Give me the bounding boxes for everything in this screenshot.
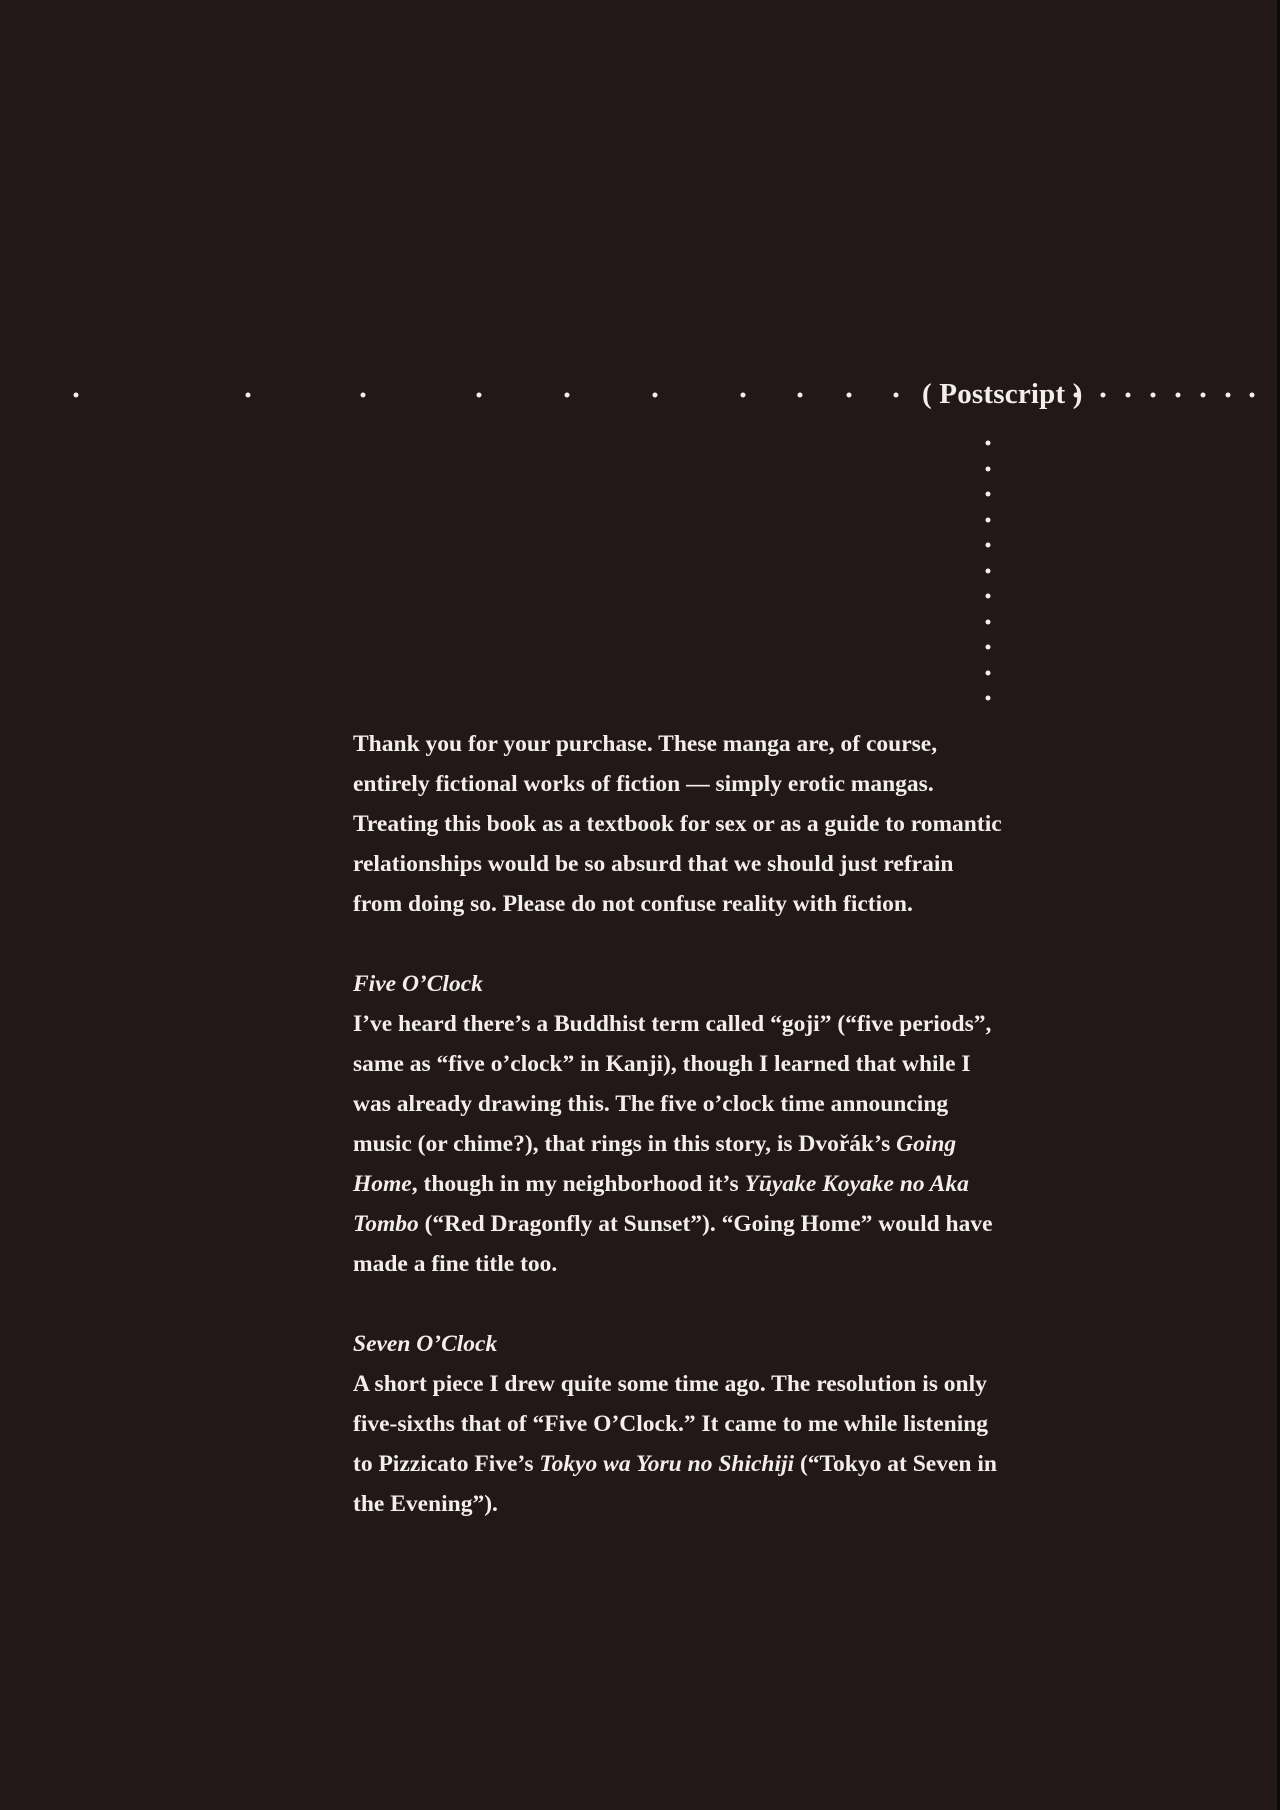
dot: [986, 645, 991, 650]
dot: [653, 393, 658, 398]
dot: [565, 393, 570, 398]
dot: [1201, 393, 1206, 398]
dot: [361, 393, 366, 398]
seven-oclock-title: Seven O’Clock: [353, 1331, 498, 1357]
dot: [986, 492, 991, 497]
dot: [986, 619, 991, 624]
dot: [894, 393, 899, 398]
dot: [986, 466, 991, 471]
dot: [477, 393, 482, 398]
dot: [1126, 393, 1131, 398]
dot: [986, 441, 991, 446]
dot: [1151, 393, 1156, 398]
dot: [1176, 393, 1181, 398]
dot: [986, 568, 991, 573]
intro-paragraph: Thank you for your purchase. These manga are, of course, entirely fictional works of fiction — simply erotic mangas. Treating this book as a textbook for sex or as a guide to romantic relationships would be so absurd that we should just refrain from doing so. Please do not confuse reality with fiction.: [353, 731, 1002, 917]
dot: [986, 517, 991, 522]
dot: [1101, 393, 1106, 398]
postscript-body: [353, 724, 1003, 1524]
song-title-red-dragonfly: Yūyake Koyake no Aka Tombo: [353, 1171, 969, 1237]
dot: [74, 393, 79, 398]
dot: [847, 393, 852, 398]
dot: [986, 594, 991, 599]
seven-oclock-paragraph: A short piece I drew quite some time ago. The resolution is only five-sixths that of “Five O’Clock.” It came to me while listening to Pizzicato Five’s Tokyo wa Yoru no Shichiji (“Tokyo at Seven in the Evening”).: [353, 1371, 997, 1517]
dot: [986, 670, 991, 675]
five-oclock-paragraph: I’ve heard there’s a Buddhist term called “goji” (“five periods”, same as “five o’clock” in Kanji), though I learned that while I was already drawing this. The five o’clock time announcing music (or chime?), that rings in this story, is Dvořák’s Going Home, though in my neighborhood it’s Yūyake Koyake no Aka Tombo (“Red Dragonfly at Sunset”). “Going Home” would have made a fine title too.: [353, 1011, 993, 1277]
postscript-heading: ( Postscript ): [922, 378, 1083, 410]
dot: [246, 393, 251, 398]
dot: [1250, 393, 1255, 398]
song-title-tokyo-seven: Tokyo wa Yoru no Shichiji: [539, 1451, 795, 1477]
song-title-going-home: Going Home: [353, 1131, 957, 1197]
dot: [798, 393, 803, 398]
dot: [741, 393, 746, 398]
five-oclock-title: Five O’Clock: [353, 971, 483, 997]
dot: [986, 543, 991, 548]
dot: [986, 696, 991, 701]
dot: [1226, 393, 1231, 398]
